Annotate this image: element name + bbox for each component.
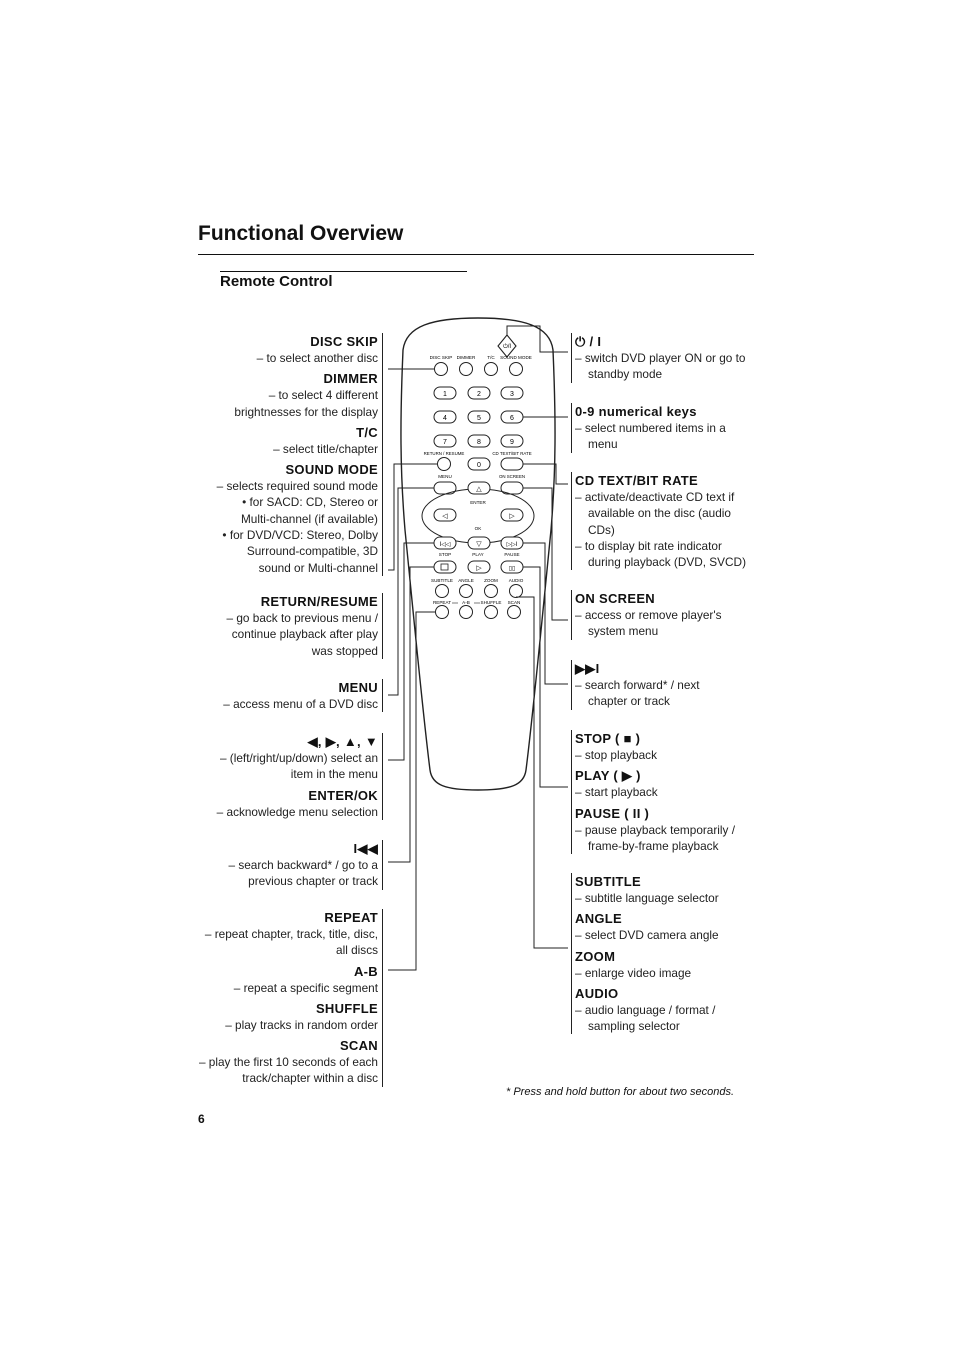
- digit-2-button[interactable]: [468, 387, 490, 399]
- svg-text:1: 1: [443, 391, 447, 398]
- cd-text-button[interactable]: [501, 458, 523, 470]
- up-button[interactable]: [468, 482, 490, 494]
- sound-mode-desc-6: sound or Multi-channel: [258, 560, 378, 575]
- remote-label-zoom: ZOOM: [484, 578, 498, 583]
- power-title: ⏻ / I: [575, 334, 602, 349]
- remote-label-dimmer: DIMMER: [456, 355, 476, 360]
- digit-8-button[interactable]: [468, 435, 490, 447]
- cd-text-desc-2: – to display bit rate indicator during playback (DVD, SVCD): [575, 538, 747, 570]
- sound-mode-desc-1: – selects required sound mode: [216, 479, 378, 494]
- remote-label-menu: MENU: [438, 474, 452, 479]
- play-title: PLAY ( ▶ ): [575, 768, 641, 784]
- remote-label-enter: ENTER: [470, 500, 486, 505]
- repeat-title: REPEAT: [324, 910, 378, 925]
- prev-desc-2: previous chapter or track: [248, 874, 378, 889]
- shuffle-title: SHUFFLE: [315, 1000, 378, 1016]
- remote-label-stop: STOP: [438, 552, 452, 557]
- return-resume-desc-1: – go back to previous menu /: [226, 611, 378, 625]
- return-resume-desc-3: was stopped: [311, 643, 378, 658]
- shuffle-desc: – play tracks in random order: [225, 1017, 378, 1032]
- svg-text:I◁◁: I◁◁: [439, 542, 451, 548]
- enter-ok-title: ENTER/OK: [308, 787, 378, 803]
- angle-title: ANGLE: [575, 911, 622, 927]
- remote-label-repeat: REPEAT: [432, 600, 452, 605]
- remote-label-play: PLAY: [472, 552, 484, 557]
- enter-ok-desc: – acknowledge menu selection: [216, 804, 378, 819]
- remote-label-pause: PAUSE: [504, 552, 520, 557]
- cd-text-title: CD TEXT/BIT RATE: [575, 473, 698, 488]
- sound-mode-desc-5: Surround-compatible, 3D: [246, 544, 378, 559]
- digit-6-button[interactable]: [501, 411, 523, 423]
- audio-title: AUDIO: [575, 985, 619, 1001]
- svg-text:6: 6: [510, 415, 514, 422]
- arrows-desc-1: – (left/right/up/down) select an: [219, 751, 378, 765]
- repeat-desc-1: – repeat chapter, track, title, disc,: [204, 927, 378, 941]
- svg-text:▷: ▷: [509, 513, 515, 520]
- prev-title: I◀◀: [353, 841, 378, 856]
- remote-label-audio: AUDIO: [508, 578, 524, 583]
- scan-button[interactable]: [508, 606, 521, 619]
- repeat-button[interactable]: [436, 606, 449, 619]
- play-button[interactable]: [468, 561, 490, 573]
- svg-text:▷: ▷: [476, 565, 482, 572]
- next-title: ▶▶I: [575, 661, 600, 676]
- right-button[interactable]: [501, 509, 523, 521]
- scan-desc-1: – play the first 10 seconds of each: [198, 1055, 378, 1070]
- power-desc: – switch DVD player ON or go to standby mode: [575, 351, 746, 382]
- tc-title: T/C: [356, 424, 378, 440]
- pause-title: PAUSE ( II ): [575, 805, 650, 821]
- cd-text-desc-1: – activate/deactivate CD text if available on the disc (audio CDs): [575, 490, 735, 537]
- return-resume-desc-2: continue playback after play: [231, 627, 378, 642]
- pause-button[interactable]: [501, 561, 523, 573]
- shuffle-button[interactable]: [485, 606, 498, 619]
- sound-mode-desc-3: Multi-channel (if available): [240, 511, 378, 526]
- scan-title: SCAN: [339, 1038, 378, 1054]
- return-resume-title: RETURN/RESUME: [260, 594, 378, 609]
- sound-mode-desc-4: • for DVD/VCD: Stereo, Dolby: [222, 528, 378, 543]
- remote-label-shuffle: SHUFFLE: [480, 600, 502, 605]
- angle-desc: – select DVD camera angle: [575, 928, 719, 943]
- remote-label-scan: SCAN: [507, 600, 521, 605]
- ab-title: A-B: [353, 963, 378, 979]
- sound-mode-desc-2: • for SACD: CD, Stereo or: [242, 495, 378, 510]
- digit-1-button[interactable]: [434, 387, 456, 399]
- menu-title: MENU: [338, 680, 378, 695]
- zoom-title: ZOOM: [575, 948, 616, 964]
- svg-text:2: 2: [477, 391, 481, 398]
- audio-desc: – audio language / format / sampling selector: [575, 1002, 716, 1034]
- digit-5-button[interactable]: [468, 411, 490, 423]
- subtitle-button[interactable]: [436, 585, 449, 598]
- svg-text:▯▯: ▯▯: [508, 566, 516, 572]
- remote-label-tc: T/C: [487, 355, 495, 360]
- page-number: 6: [198, 1112, 205, 1126]
- digit-3-button[interactable]: [501, 387, 523, 399]
- stop-button[interactable]: [434, 561, 456, 573]
- remote-label-subtitle: SUBTITLE: [431, 578, 453, 583]
- zoom-desc: – enlarge video image: [575, 965, 692, 980]
- svg-text:0: 0: [477, 462, 481, 469]
- subtitle-desc: – subtitle language selector: [575, 891, 719, 905]
- remote-label-ok: OK: [474, 526, 482, 531]
- tc-button[interactable]: [485, 363, 498, 376]
- arrows-title: ◀, ▶, ▲, ▼: [307, 734, 378, 749]
- stop-desc: – stop playback: [575, 748, 657, 762]
- svg-text:7: 7: [443, 439, 447, 446]
- zoom-button[interactable]: [485, 585, 498, 598]
- audio-button[interactable]: [510, 585, 523, 598]
- remote-label-disc-skip: DISC SKIP: [429, 355, 453, 360]
- ab-desc: – repeat a specific segment: [233, 980, 378, 995]
- left-button[interactable]: [434, 509, 456, 521]
- digit-4-button[interactable]: [434, 411, 456, 423]
- scan-desc-2: track/chapter within a disc: [242, 1071, 378, 1086]
- svg-text:▷▷I: ▷▷I: [506, 542, 518, 548]
- next-desc: – search forward* / next chapter or track: [575, 678, 700, 709]
- svg-text:4: 4: [443, 415, 447, 422]
- digit-7-button[interactable]: [434, 435, 456, 447]
- stop-title: STOP ( ■ ): [575, 731, 641, 746]
- sound-mode-button[interactable]: [510, 363, 523, 376]
- svg-text:9: 9: [510, 439, 514, 446]
- next-button[interactable]: [501, 537, 523, 549]
- angle-button[interactable]: [460, 585, 473, 598]
- remote-label-return-resume: RETURN / RESUME: [423, 451, 465, 456]
- dimmer-desc-1: – to select 4 different: [268, 388, 378, 403]
- page-title: Functional Overview: [198, 222, 404, 245]
- svg-text:⏻/I: ⏻/I: [502, 344, 512, 350]
- prev-button[interactable]: [434, 537, 456, 549]
- disc-skip-title: DISC SKIP: [310, 334, 378, 349]
- down-button[interactable]: [468, 537, 490, 549]
- numeric-title: 0-9 numerical keys: [575, 404, 697, 419]
- sound-mode-title: SOUND MODE: [285, 462, 378, 478]
- svg-text:3: 3: [510, 391, 514, 398]
- menu-desc: – access menu of a DVD disc: [223, 697, 378, 711]
- dimmer-button[interactable]: [460, 363, 473, 376]
- remote-label-sound-mode: SOUND MODE: [500, 355, 532, 360]
- remote-label-ab: A-B: [462, 600, 470, 605]
- on-screen-title: ON SCREEN: [575, 591, 655, 606]
- svg-text:8: 8: [477, 439, 481, 446]
- svg-text:▽: ▽: [476, 541, 482, 548]
- footnote: * Press and hold button for about two seconds.: [506, 1086, 735, 1098]
- tc-desc: – select title/chapter: [273, 441, 378, 456]
- svg-text:5: 5: [477, 415, 481, 422]
- digit-0-button[interactable]: [468, 458, 490, 470]
- pause-desc: – pause playback temporarily / frame-by-frame playback: [575, 822, 735, 853]
- arrows-desc-2: item in the menu: [290, 767, 378, 782]
- dimmer-title: DIMMER: [323, 371, 378, 387]
- ab-button[interactable]: [460, 606, 473, 619]
- dimmer-desc-2: brightnesses for the display: [234, 404, 378, 419]
- remote-label-cd-text: CD TEXT/BIT RATE: [492, 451, 532, 456]
- play-desc: – start playback: [575, 785, 658, 800]
- prev-desc-1: – search backward* / go to a: [228, 858, 378, 872]
- remote-label-on-screen: ON SCREEN: [498, 474, 526, 479]
- svg-text:◁: ◁: [442, 513, 448, 520]
- return-resume-button[interactable]: [438, 458, 451, 471]
- section-title: Remote Control: [220, 273, 333, 290]
- remote-label-angle: ANGLE: [458, 578, 474, 583]
- on-screen-desc: – access or remove player's system menu: [575, 608, 722, 639]
- svg-text:△: △: [476, 486, 482, 493]
- numeric-desc: – select numbered items in a menu: [575, 421, 726, 452]
- disc-skip-button[interactable]: [435, 363, 448, 376]
- disc-skip-desc: – to select another disc: [256, 351, 378, 365]
- digit-9-button[interactable]: [501, 435, 523, 447]
- subtitle-title: SUBTITLE: [575, 874, 641, 889]
- repeat-desc-2: all discs: [336, 943, 378, 958]
